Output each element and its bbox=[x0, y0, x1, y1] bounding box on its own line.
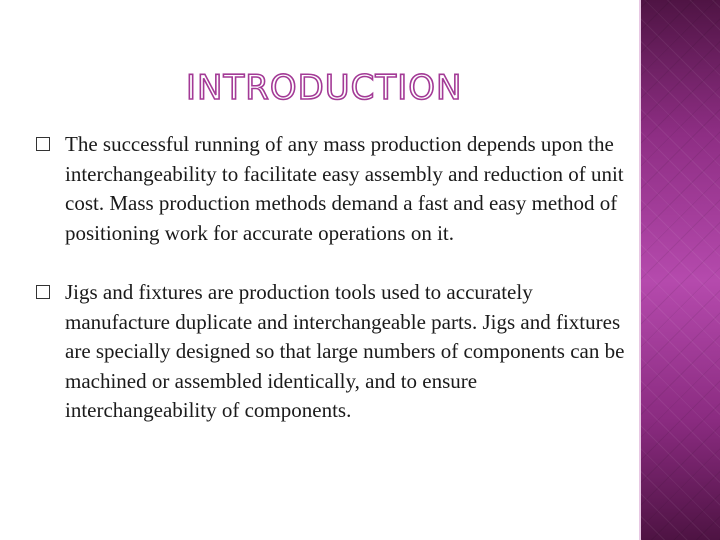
bullet-text-2: Jigs and fixtures are production tools used to accurately manufacture duplicate and interchangeable parts. Jigs and fixtures are specially designed so that large numbers of components can be machined or assembled identically, and to ensure interchangeability of components. bbox=[65, 280, 625, 422]
bullet-item-2 bbox=[36, 278, 626, 426]
bullet-item-1 bbox=[36, 130, 626, 248]
square-bullet-icon bbox=[36, 285, 50, 299]
square-bullet-icon bbox=[36, 137, 50, 151]
slide-body bbox=[36, 130, 626, 426]
slide-title: INTRODUCTION bbox=[186, 68, 463, 108]
decorative-side-panel bbox=[641, 0, 720, 540]
bullet-text-1: The successful running of any mass production depends upon the interchangeability to facilitate easy assembly and reduction of unit cost. Mass production methods demand a fast and easy method of positioning work for accurate operations on it. bbox=[65, 132, 624, 245]
